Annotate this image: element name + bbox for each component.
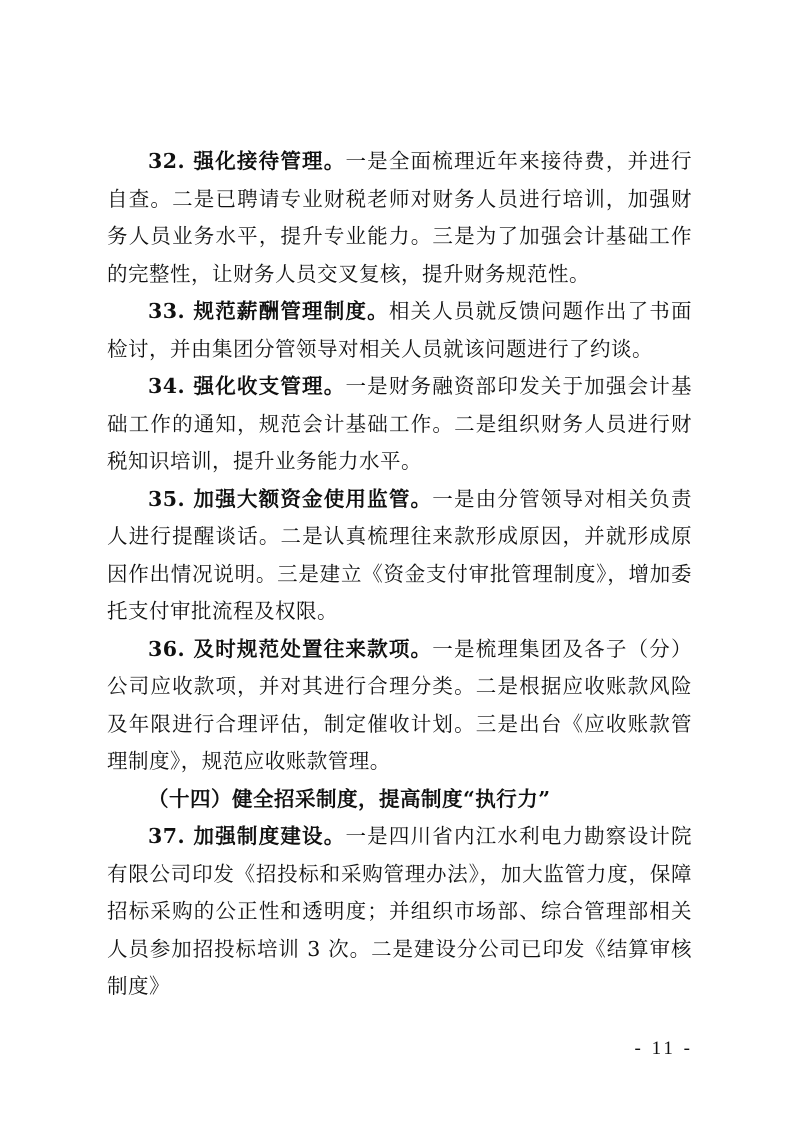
paragraph-32-lead: 32. 强化接待管理。 [148, 149, 346, 173]
paragraph-35-lead: 35. 加强大额资金使用监管。 [148, 486, 433, 511]
paragraph-33 [107, 293, 692, 368]
paragraph-37 [107, 818, 692, 1006]
paragraph-35 [107, 481, 692, 631]
paragraph-33-text: 相关人员就反馈问题作出了书面检讨，并由集团分管领导对相关人员就该问题进行了约谈。 [107, 299, 692, 361]
page-number: - 11 - [634, 1038, 693, 1059]
section-heading: （十四）健全招采制度，提高制度“执行力” [148, 786, 551, 811]
paragraph-34-text: 一是财务融资部印发关于加强会计基础工作的通知，规范会计基础工作。二是组织财务人员进行财税知识培训，提升业务能力水平。 [107, 374, 692, 473]
paragraph-36-lead: 36. 及时规范处置往来款项。 [148, 636, 433, 661]
paragraph-33-lead: 33. 规范薪酬管理制度。 [148, 299, 389, 323]
paragraph-32-text: 一是全面梳理近年来接待费，并进行自查。二是已聘请专业财税老师对财务人员进行培训，加强财务人员业务水平，提升专业能力。三是为了加强会计基础工作的完整性，让财务人员交叉复核，提升财务规范性。 [107, 149, 692, 286]
paragraph-37-lead: 37. 加强制度建设。 [148, 824, 346, 848]
paragraph-35-text: 一是由分管领导对相关负责人进行提醒谈话。二是认真梳理往来款形成原因，并就形成原因作出情况说明。三是建立《资金支付审批管理制度》，增加委托支付审批流程及权限。 [107, 486, 692, 623]
paragraph-32 [107, 143, 692, 293]
paragraph-36-text: 一是梳理集团及各子（分）公司应收款项，并对其进行合理分类。二是根据应收账款风险及年限进行合理评估，制定催收计划。三是出台《应收账款管理制度》，规范应收账款管理。 [107, 636, 692, 773]
paragraph-37-text: 一是四川省内江水利电力勘察设计院有限公司印发《招投标和采购管理办法》，加大监管力度，保障招标采购的公正性和透明度；并组织市场部、综合管理部相关人员参加招投标培训 3 次。二是建设分公司已印发《结算审核制度》 [107, 824, 692, 998]
paragraph-34-lead: 34. 强化收支管理。 [148, 374, 346, 398]
paragraph-34 [107, 368, 692, 481]
paragraph-36 [107, 631, 692, 781]
document-body [107, 143, 692, 1006]
